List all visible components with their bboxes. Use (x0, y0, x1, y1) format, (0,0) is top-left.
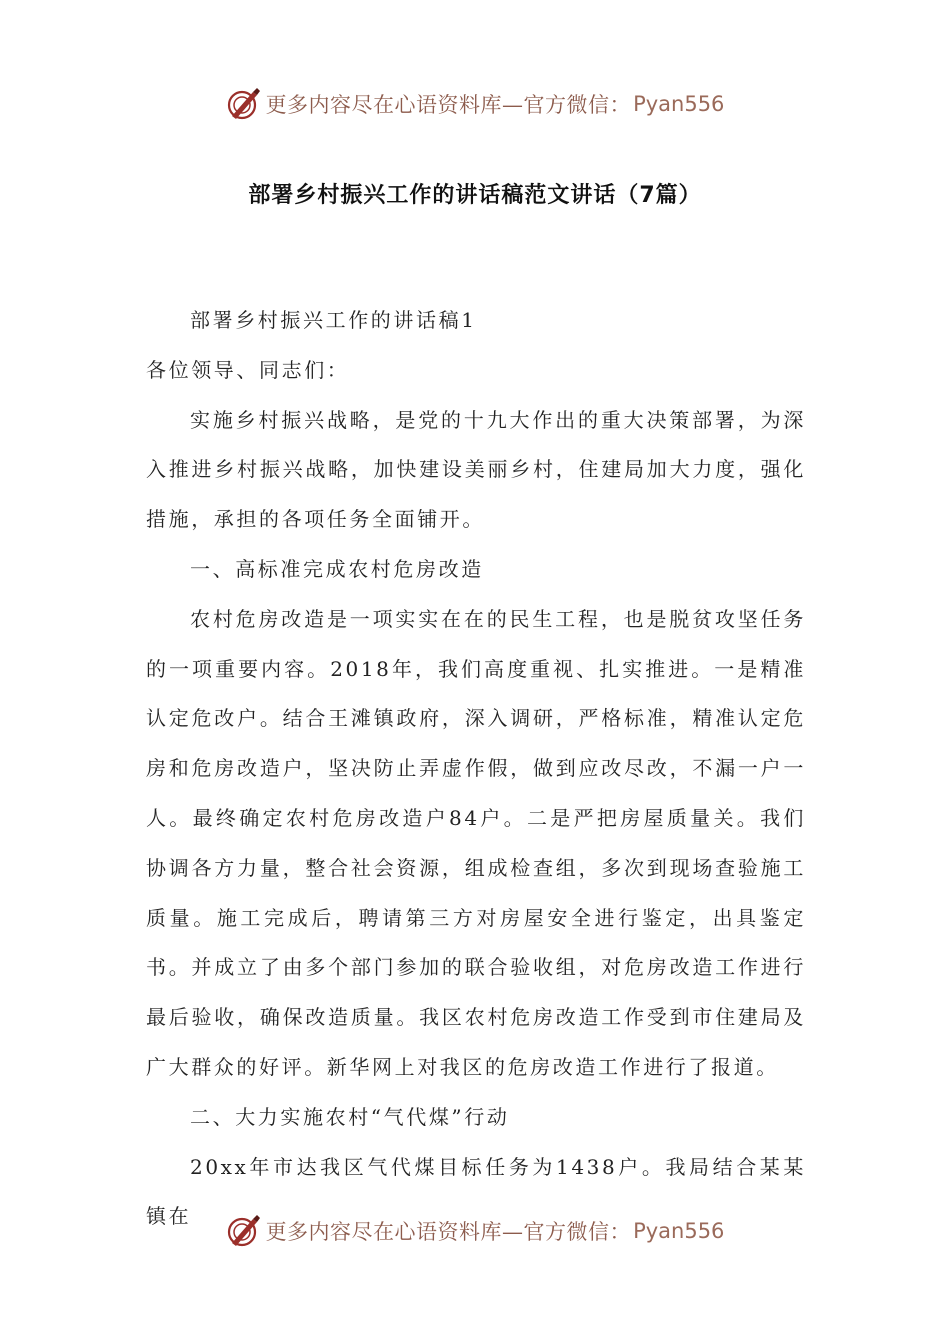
footer-watermark (0, 1211, 950, 1251)
section-subtitle: 部署乡村振兴工作的讲话稿1 (190, 308, 477, 332)
header-watermark (0, 84, 950, 124)
pen-circle-logo-icon (226, 1213, 262, 1249)
watermark-text: 更多内容尽在心语资料库—官方微信： (265, 93, 632, 117)
document-body (146, 296, 806, 1242)
watermark-wechat-id: Pyan556 (633, 92, 725, 116)
paragraph-intro: 实施乡村振兴战略，是党的十九大作出的重大决策部署，为深入推进乡村振兴战略，加快建设美丽乡村，住建局加大力度，强化措施，承担的各项任务全面铺开。 (146, 407, 806, 532)
heading-1: 一、高标准完成农村危房改造 (190, 556, 484, 581)
greeting: 各位领导、同志们： (146, 357, 350, 382)
watermark-text: 更多内容尽在心语资料库—官方微信： (265, 1220, 632, 1244)
document-title: 部署乡村振兴工作的讲话稿范文讲话（7篇） (248, 183, 702, 208)
paragraph-housing: 农村危房改造是一项实实在在的民生工程，也是脱贫攻坚任务的一项重要内容。2018年，我们高度重视、扎实推进。一是精准认定危改户。结合王滩镇政府，深入调研，严格标准，精准认定危房和危房改造户，坚决防止弄虚作假，做到应改尽改，不漏一户一人。最终确定农村危房改造户84户。二是严把房屋质量关。我们协调各方力量，整合社会资源，组成检查组，多次到现场查验施工质量。施工完成后，聘请第三方对房屋安全进行鉴定，出具鉴定书。并成立了由多个部门参加的联合验收组，对危房改造工作进行最后验收，确保改造质量。我区农村危房改造工作受到市住建局及广大群众的好评。新华网上对我区的危房改造工作进行了报道。 (146, 606, 806, 1079)
heading-2: 二、大力实施农村“气代煤”行动 (190, 1104, 510, 1129)
pen-circle-logo-icon (226, 86, 262, 122)
paragraph-gas: 20xx年市达我区气代煤目标任务为1438户。我局结合某某镇在 (146, 1154, 806, 1229)
watermark-wechat-id: Pyan556 (633, 1219, 725, 1243)
